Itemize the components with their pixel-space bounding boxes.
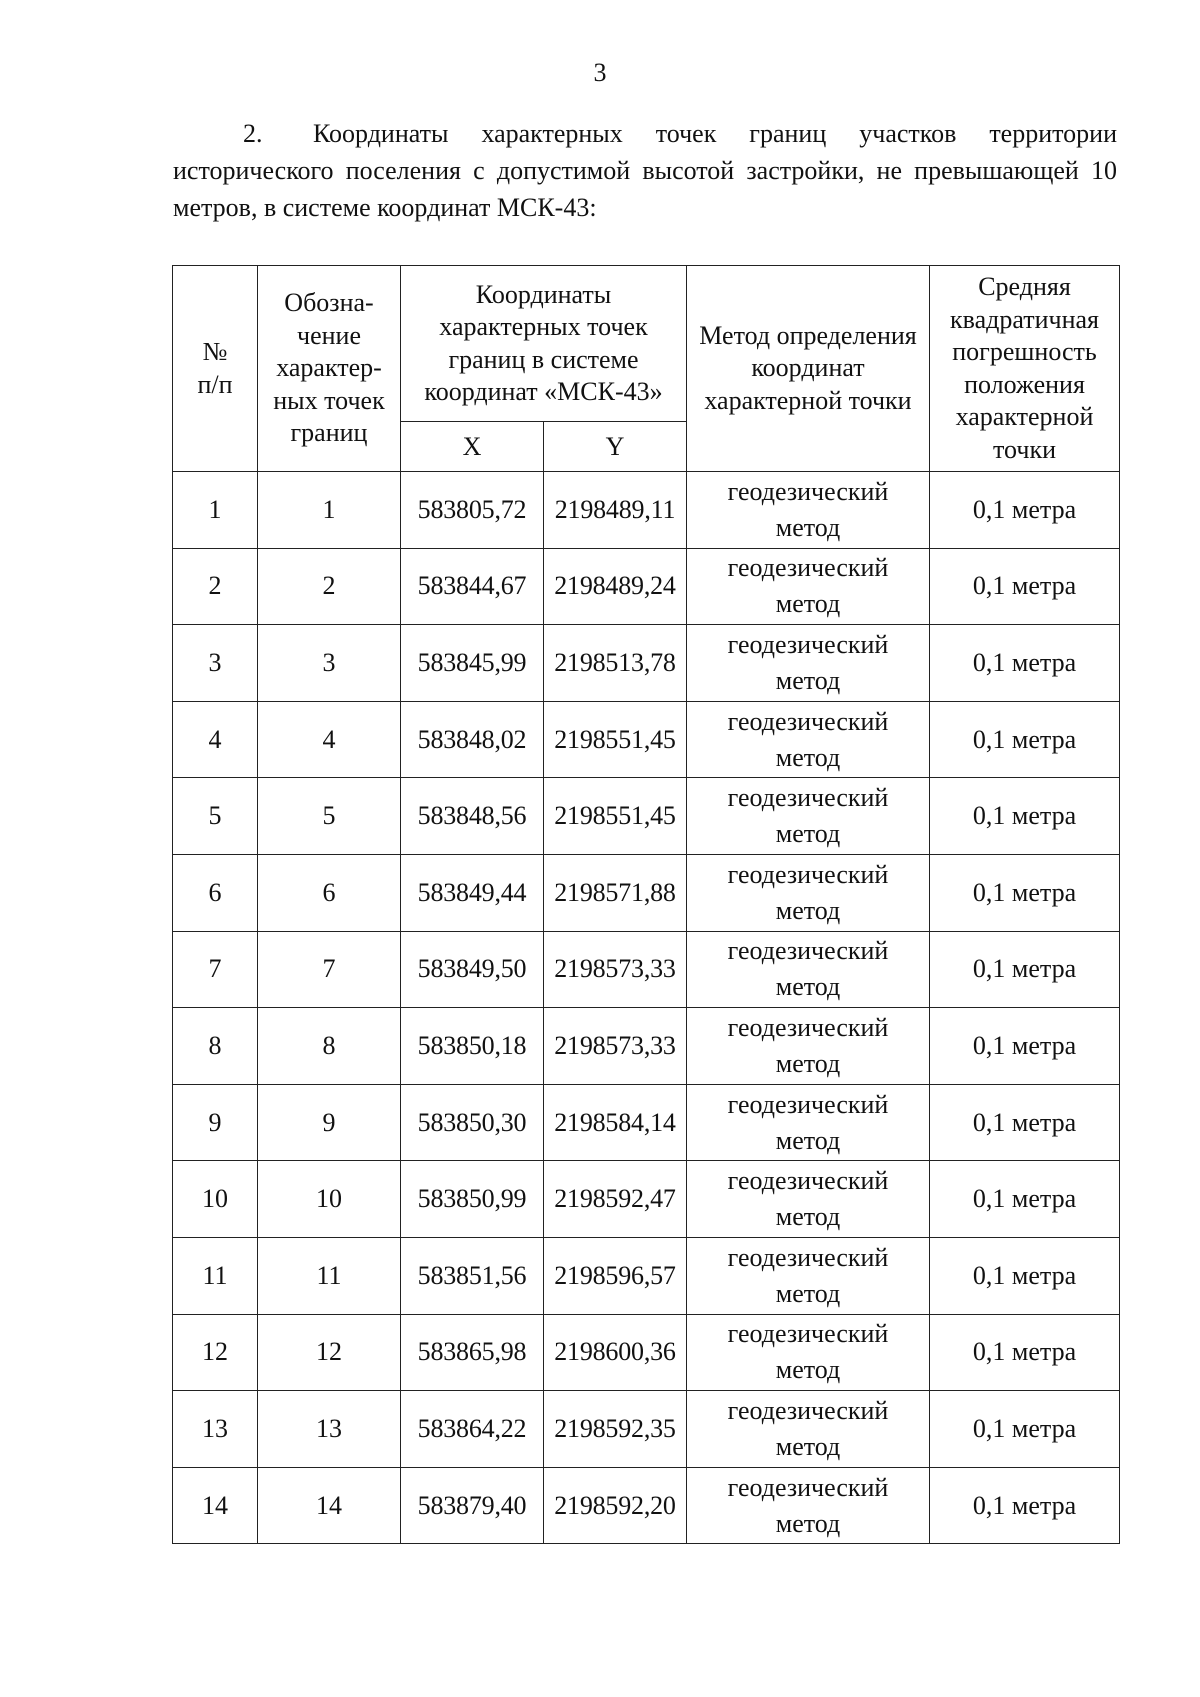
table-row — [173, 1314, 1120, 1391]
cell-y: 2198573,33 — [544, 931, 687, 1008]
cell-x: 583848,56 — [401, 778, 544, 855]
cell-method-text: геодезический метод — [727, 706, 889, 772]
cell-point: 1 — [258, 472, 401, 549]
cell-method — [687, 1161, 930, 1238]
header-error — [930, 266, 1120, 472]
table-row — [173, 854, 1120, 931]
cell-method — [687, 1314, 930, 1391]
cell-method-text: геодезический метод — [727, 936, 889, 1002]
cell-method — [687, 1237, 930, 1314]
cell-y: 2198551,45 — [544, 701, 687, 778]
cell-num: 7 — [173, 931, 258, 1008]
table-row — [173, 548, 1120, 625]
cell-error: 0,1 метра — [930, 1314, 1120, 1391]
table-row — [173, 1084, 1120, 1161]
header-designation — [258, 266, 401, 472]
cell-y: 2198600,36 — [544, 1314, 687, 1391]
cell-method — [687, 472, 930, 549]
cell-y: 2198489,24 — [544, 548, 687, 625]
cell-x: 583849,50 — [401, 931, 544, 1008]
cell-num: 14 — [173, 1467, 258, 1544]
cell-error: 0,1 метра — [930, 701, 1120, 778]
cell-x: 583851,56 — [401, 1237, 544, 1314]
cell-method-text: геодезический метод — [727, 553, 889, 619]
header-error-text: Средняя квадратичная погрешность положения характерной точки — [950, 272, 1099, 464]
cell-y: 2198592,47 — [544, 1161, 687, 1238]
cell-method — [687, 1467, 930, 1544]
cell-method-text: геодезический метод — [727, 1472, 889, 1538]
table-row — [173, 778, 1120, 855]
cell-point: 11 — [258, 1237, 401, 1314]
cell-num: 4 — [173, 701, 258, 778]
cell-num: 8 — [173, 1008, 258, 1085]
cell-method-text: геодезический метод — [727, 1242, 889, 1308]
cell-num: 9 — [173, 1084, 258, 1161]
cell-point: 9 — [258, 1084, 401, 1161]
cell-point: 2 — [258, 548, 401, 625]
table-row — [173, 1008, 1120, 1085]
table-body — [173, 472, 1120, 1544]
cell-num: 13 — [173, 1391, 258, 1468]
cell-x: 583844,67 — [401, 548, 544, 625]
cell-y: 2198513,78 — [544, 625, 687, 702]
header-method-text: Метод определения координат характерной точки — [699, 320, 917, 415]
table-row — [173, 472, 1120, 549]
cell-x: 583850,30 — [401, 1084, 544, 1161]
cell-error: 0,1 метра — [930, 854, 1120, 931]
cell-method — [687, 625, 930, 702]
cell-point: 6 — [258, 854, 401, 931]
cell-x: 583865,98 — [401, 1314, 544, 1391]
cell-point: 13 — [258, 1391, 401, 1468]
cell-method-text: геодезический метод — [727, 1395, 889, 1461]
cell-method-text: геодезический метод — [727, 783, 889, 849]
cell-error: 0,1 метра — [930, 1237, 1120, 1314]
header-num — [173, 266, 258, 472]
cell-point: 3 — [258, 625, 401, 702]
cell-error: 0,1 метра — [930, 548, 1120, 625]
table-row — [173, 931, 1120, 1008]
table-row — [173, 1467, 1120, 1544]
cell-x: 583850,99 — [401, 1161, 544, 1238]
cell-num: 3 — [173, 625, 258, 702]
cell-x: 583849,44 — [401, 854, 544, 931]
cell-num: 1 — [173, 472, 258, 549]
cell-method — [687, 1008, 930, 1085]
header-method — [687, 266, 930, 472]
header-coordinates-text: Координаты характерных точек границ в системе координат «МСК-43» — [424, 279, 663, 406]
cell-method-text: геодезический метод — [727, 1089, 889, 1155]
cell-y: 2198571,88 — [544, 854, 687, 931]
cell-y: 2198489,11 — [544, 472, 687, 549]
cell-num: 12 — [173, 1314, 258, 1391]
cell-point: 8 — [258, 1008, 401, 1085]
intro-text: Координаты характерных точек границ участков территории исторического поселения с допустимой высотой застройки, не превышающей 10 метров, в системе координат МСК-43: — [173, 119, 1117, 222]
cell-method — [687, 1084, 930, 1161]
cell-point: 14 — [258, 1467, 401, 1544]
cell-y: 2198573,33 — [544, 1008, 687, 1085]
cell-num: 2 — [173, 548, 258, 625]
table-row — [173, 701, 1120, 778]
cell-method — [687, 701, 930, 778]
cell-method — [687, 931, 930, 1008]
cell-error: 0,1 метра — [930, 625, 1120, 702]
cell-y: 2198596,57 — [544, 1237, 687, 1314]
cell-y: 2198584,14 — [544, 1084, 687, 1161]
header-y: Y — [544, 422, 687, 472]
cell-method-text: геодезический метод — [727, 1319, 889, 1385]
cell-error: 0,1 метра — [930, 931, 1120, 1008]
cell-error: 0,1 метра — [930, 1467, 1120, 1544]
header-designation-text: Обозна-чение характер-ных точек границ — [273, 288, 385, 448]
page-number: 3 — [593, 58, 607, 87]
cell-x: 583850,18 — [401, 1008, 544, 1085]
cell-x: 583845,99 — [401, 625, 544, 702]
cell-y: 2198592,20 — [544, 1467, 687, 1544]
intro-paragraph — [173, 115, 1117, 226]
cell-method-text: геодезический метод — [727, 476, 889, 542]
table-row — [173, 1391, 1120, 1468]
cell-error: 0,1 метра — [930, 1391, 1120, 1468]
cell-x: 583879,40 — [401, 1467, 544, 1544]
header-num-text: № п/п — [197, 337, 233, 399]
cell-y: 2198592,35 — [544, 1391, 687, 1468]
cell-error: 0,1 метра — [930, 1084, 1120, 1161]
cell-method — [687, 778, 930, 855]
cell-x: 583864,22 — [401, 1391, 544, 1468]
cell-x: 583848,02 — [401, 701, 544, 778]
cell-point: 10 — [258, 1161, 401, 1238]
table-row — [173, 1161, 1120, 1238]
cell-error: 0,1 метра — [930, 1161, 1120, 1238]
cell-method — [687, 548, 930, 625]
cell-method — [687, 854, 930, 931]
cell-method-text: геодезический метод — [727, 1166, 889, 1232]
cell-method-text: геодезический метод — [727, 629, 889, 695]
cell-num: 11 — [173, 1237, 258, 1314]
cell-num: 10 — [173, 1161, 258, 1238]
cell-method — [687, 1391, 930, 1468]
cell-point: 5 — [258, 778, 401, 855]
table-row — [173, 1237, 1120, 1314]
item-number: 2. — [243, 119, 263, 148]
cell-error: 0,1 метра — [930, 472, 1120, 549]
cell-num: 5 — [173, 778, 258, 855]
table-row — [173, 625, 1120, 702]
cell-method-text: геодезический метод — [727, 859, 889, 925]
header-coordinates — [401, 266, 687, 422]
header-x: X — [401, 422, 544, 472]
cell-error: 0,1 метра — [930, 778, 1120, 855]
cell-num: 6 — [173, 854, 258, 931]
cell-point: 12 — [258, 1314, 401, 1391]
cell-method-text: геодезический метод — [727, 1012, 889, 1078]
cell-y: 2198551,45 — [544, 778, 687, 855]
coordinates-table — [172, 265, 1120, 1544]
cell-error: 0,1 метра — [930, 1008, 1120, 1085]
cell-x: 583805,72 — [401, 472, 544, 549]
cell-point: 4 — [258, 701, 401, 778]
cell-point: 7 — [258, 931, 401, 1008]
